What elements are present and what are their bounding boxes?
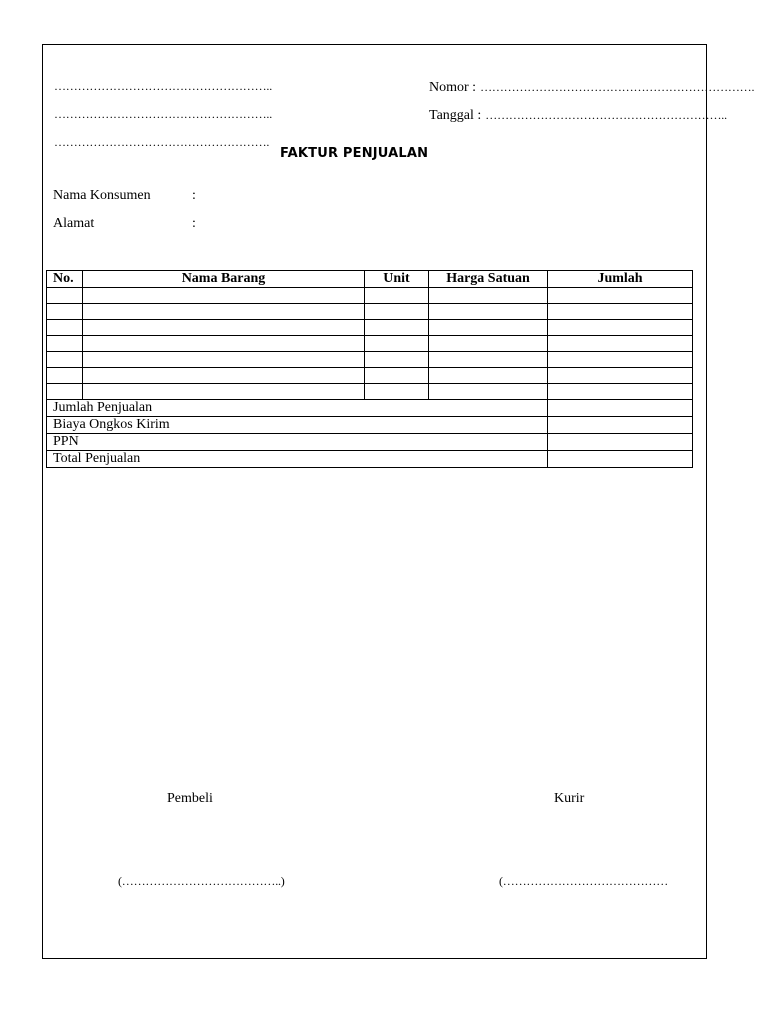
summary-label: Jumlah Penjualan [47,400,548,417]
cell-jumlah[interactable] [548,304,693,320]
invoice-page [42,44,755,959]
summary-row-ppn [47,434,693,451]
summary-label: PPN [47,434,548,451]
summary-row-jumlah-penjualan [47,400,693,417]
tanggal-field [429,106,727,124]
cell-jumlah[interactable] [548,352,693,368]
cell-jumlah[interactable] [548,368,693,384]
cell-no[interactable] [47,288,83,304]
cell-nama-barang[interactable] [83,304,365,320]
summary-value[interactable] [548,434,693,451]
cell-unit[interactable] [365,384,429,400]
header-left-line-1: ……………………………………………….. [54,79,273,93]
cell-harga-satuan[interactable] [429,304,548,320]
courier-signature-line: (…………………………………… [499,874,668,888]
cell-no[interactable] [47,336,83,352]
cell-harga-satuan[interactable] [429,352,548,368]
summary-label: Biaya Ongkos Kirim [47,417,548,434]
customer-address-colon: : [192,216,196,231]
cell-harga-satuan[interactable] [429,288,548,304]
customer-address-label: Alamat [53,216,95,231]
buyer-signature-label: Pembeli [167,791,213,806]
customer-name-colon: : [192,188,196,203]
cell-nama-barang[interactable] [83,320,365,336]
buyer-signature-line: (…………………………………..) [118,874,285,888]
cell-nama-barang[interactable] [83,288,365,304]
summary-value[interactable] [548,400,693,417]
cell-unit[interactable] [365,288,429,304]
cell-no[interactable] [47,304,83,320]
cell-jumlah[interactable] [548,384,693,400]
summary-label: Total Penjualan [47,451,548,468]
cell-harga-satuan[interactable] [429,320,548,336]
column-header-harga-satuan: Harga Satuan [429,271,548,288]
cell-nama-barang[interactable] [83,368,365,384]
cell-harga-satuan[interactable] [429,384,548,400]
table-row [47,320,693,336]
cell-jumlah[interactable] [548,336,693,352]
nomor-dots: ……………………………………………………………. [480,80,755,94]
cell-no[interactable] [47,320,83,336]
summary-value[interactable] [548,451,693,468]
tanggal-label: Tanggal : [429,108,482,123]
table-header-row [47,271,693,288]
table-row [47,384,693,400]
column-header-unit: Unit [365,271,429,288]
cell-harga-satuan[interactable] [429,368,548,384]
cell-nama-barang[interactable] [83,352,365,368]
cell-unit[interactable] [365,352,429,368]
summary-value[interactable] [548,417,693,434]
nomor-label: Nomor : [429,80,477,95]
cell-unit[interactable] [365,336,429,352]
table-row [47,352,693,368]
cell-jumlah[interactable] [548,320,693,336]
summary-row-total-penjualan [47,451,693,468]
cell-nama-barang[interactable] [83,336,365,352]
document-title: FAKTUR PENJUALAN [280,146,429,161]
table-row [47,288,693,304]
cell-harga-satuan[interactable] [429,336,548,352]
column-header-no: No. [47,271,83,288]
tanggal-dots: …………………………………………………….. [485,108,727,122]
courier-signature-label: Kurir [554,791,585,806]
cell-unit[interactable] [365,304,429,320]
table-row [47,368,693,384]
summary-row-biaya-ongkos-kirim [47,417,693,434]
column-header-nama-barang: Nama Barang [83,271,365,288]
cell-unit[interactable] [365,368,429,384]
cell-no[interactable] [47,368,83,384]
customer-name-label: Nama Konsumen [53,188,151,203]
cell-no[interactable] [47,384,83,400]
cell-no[interactable] [47,352,83,368]
cell-unit[interactable] [365,320,429,336]
table-row [47,336,693,352]
nomor-field [429,78,754,96]
table-row [47,304,693,320]
header-left-line-2: ……………………………………………….. [54,107,273,121]
header-left-line-3: ………………………………………………. [54,135,270,149]
items-table [46,270,693,468]
cell-jumlah[interactable] [548,288,693,304]
cell-nama-barang[interactable] [83,384,365,400]
column-header-jumlah: Jumlah [548,271,693,288]
